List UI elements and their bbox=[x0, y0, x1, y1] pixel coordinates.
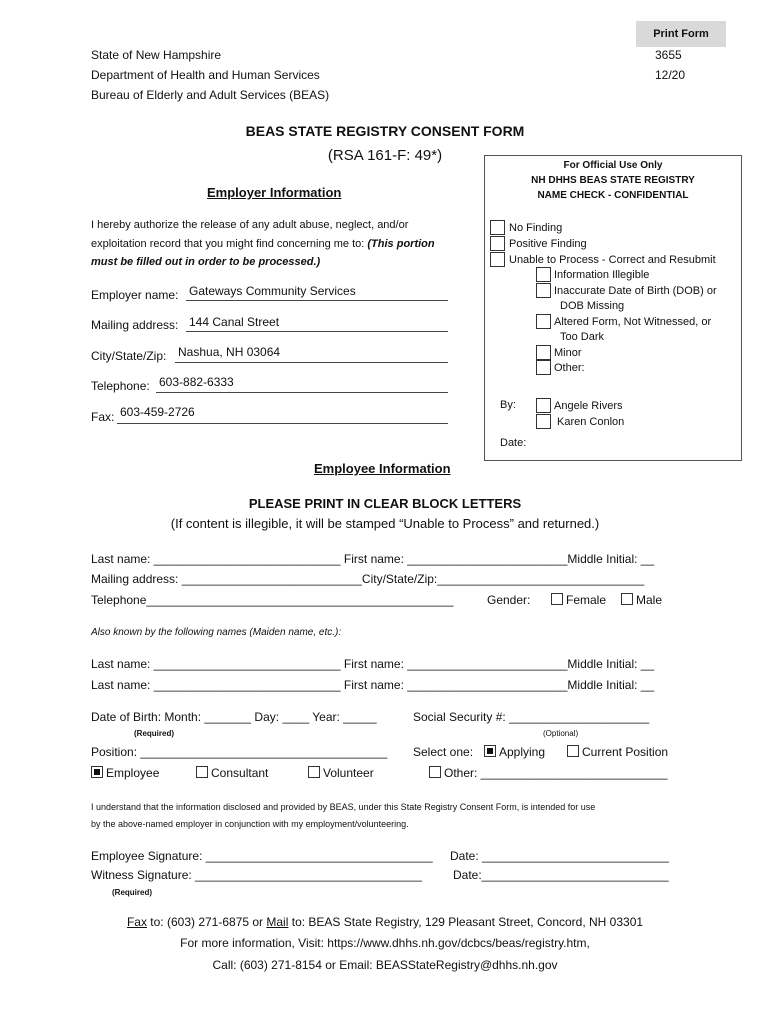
print-form-button[interactable]: Print Form bbox=[636, 21, 726, 47]
employer-name-field[interactable]: Gateways Community Services bbox=[189, 284, 356, 298]
male-checkbox[interactable] bbox=[621, 593, 633, 605]
gender-label: Gender: bbox=[487, 593, 531, 607]
employer-city-line bbox=[175, 362, 448, 363]
employee-name-row[interactable]: Last name: ____________________________ First name: ________________________Middle Initial: __ bbox=[91, 552, 655, 566]
aka-row-2[interactable]: Last name: ____________________________ First name: ________________________Middle Initial: __ bbox=[91, 678, 655, 692]
current-position-checkbox[interactable] bbox=[567, 745, 579, 757]
employer-heading: Employer Information bbox=[207, 185, 342, 200]
illegible-checkbox[interactable] bbox=[536, 267, 551, 282]
employer-phone-line bbox=[156, 392, 448, 393]
applying-label: Applying bbox=[499, 745, 546, 759]
employer-fax-line bbox=[117, 423, 448, 424]
agency-line-3: Bureau of Elderly and Adult Services (BEAS) bbox=[91, 88, 330, 102]
other-label: Other: ____________________________ bbox=[444, 766, 668, 780]
understand-text-1: I understand that the information disclosed and provided by BEAS, under this State Registry Consent Form, is intended for use bbox=[91, 802, 596, 812]
minor-label: Minor bbox=[554, 347, 582, 359]
reviewer2-checkbox[interactable] bbox=[536, 414, 551, 429]
official-line-2: NH DHHS BEAS STATE REGISTRY bbox=[531, 175, 695, 186]
unable-label: Unable to Process - Correct and Resubmit bbox=[509, 254, 716, 266]
no-finding-label: No Finding bbox=[509, 222, 563, 234]
altered-label-1: Altered Form, Not Witnessed, or bbox=[554, 316, 712, 328]
current-position-label: Current Position bbox=[582, 745, 669, 759]
other-checkbox[interactable] bbox=[429, 766, 441, 778]
other-official-checkbox[interactable] bbox=[536, 360, 551, 375]
agency-line-2: Department of Health and Human Services bbox=[91, 68, 320, 82]
mail-word: Mail bbox=[266, 915, 289, 929]
reviewer2-label: Karen Conlon bbox=[557, 416, 625, 428]
print-clear-note: PLEASE PRINT IN CLEAR BLOCK LETTERS bbox=[248, 496, 522, 511]
employer-fax-field[interactable]: 603-459-2726 bbox=[120, 405, 195, 419]
form-date: 12/20 bbox=[655, 68, 686, 82]
dob-label-2: DOB Missing bbox=[560, 300, 625, 312]
unable-checkbox[interactable] bbox=[490, 252, 505, 267]
mail-text: to: BEAS State Registry, 129 Pleasant Street, Concord, NH 03301 bbox=[288, 915, 644, 929]
understand-text-2: by the above-named employer in conjunction with my employment/volunteering. bbox=[91, 819, 409, 829]
auth-text-2-italic: (This portion bbox=[367, 238, 435, 250]
employer-address-field[interactable]: 144 Canal Street bbox=[189, 315, 280, 329]
form-subtitle: (RSA 161-F: 49*) bbox=[327, 147, 443, 164]
employee-option[interactable] bbox=[91, 766, 159, 780]
volunteer-option[interactable] bbox=[308, 766, 374, 780]
dob-checkbox[interactable] bbox=[536, 283, 551, 298]
employer-city-field[interactable]: Nashua, NH 03064 bbox=[178, 345, 281, 359]
male-option[interactable] bbox=[621, 593, 662, 607]
employee-date-field[interactable]: Date: ____________________________ bbox=[450, 849, 669, 863]
employer-address-line bbox=[186, 331, 448, 332]
employer-phone-field[interactable]: 603-882-6333 bbox=[159, 375, 234, 389]
auth-text-2 bbox=[91, 238, 435, 250]
other-option[interactable] bbox=[429, 766, 668, 780]
employee-phone-row[interactable]: Telephone______________________________________________ bbox=[91, 593, 454, 607]
female-checkbox[interactable] bbox=[551, 593, 563, 605]
altered-label-2: Too Dark bbox=[560, 331, 605, 343]
witness-required: (Required) bbox=[112, 888, 152, 897]
altered-checkbox[interactable] bbox=[536, 314, 551, 329]
consultant-label: Consultant bbox=[211, 766, 269, 780]
footer-info-line[interactable]: For more information, Visit: https://www.dhhs.nh.gov/dcbcs/beas/registry.htm, bbox=[180, 936, 590, 950]
other-official-label: Other: bbox=[554, 362, 585, 374]
minor-checkbox[interactable] bbox=[536, 345, 551, 360]
footer-fax-mail bbox=[0, 915, 770, 929]
consultant-option[interactable] bbox=[196, 766, 268, 780]
current-position-option[interactable] bbox=[567, 745, 668, 759]
male-label: Male bbox=[636, 593, 663, 607]
by-label: By: bbox=[500, 399, 516, 411]
auth-text-2-plain: exploitation record that you might find concerning me to: bbox=[91, 238, 365, 250]
positive-finding-checkbox[interactable] bbox=[490, 236, 505, 251]
volunteer-checkbox[interactable] bbox=[308, 766, 320, 778]
female-label: Female bbox=[566, 593, 607, 607]
official-line-1: For Official Use Only bbox=[563, 160, 663, 171]
witness-signature-field[interactable]: Witness Signature: __________________________________ bbox=[91, 868, 422, 882]
employer-address-label: Mailing address: bbox=[91, 318, 179, 332]
illegible-label: Information Illegible bbox=[554, 269, 650, 281]
form-number: 3655 bbox=[655, 48, 682, 62]
dob-label-1: Inaccurate Date of Birth (DOB) or bbox=[554, 285, 717, 297]
applying-option[interactable] bbox=[484, 745, 545, 759]
illegible-note: (If content is illegible, it will be stamped “Unable to Process” and returned.) bbox=[170, 516, 600, 531]
employer-city-label: City/State/Zip: bbox=[91, 349, 167, 363]
employer-name-line bbox=[186, 300, 448, 301]
form-title: BEAS STATE REGISTRY CONSENT FORM bbox=[245, 123, 525, 139]
position-row[interactable]: Position: _____________________________________ bbox=[91, 745, 388, 759]
witness-date-field[interactable]: Date:____________________________ bbox=[453, 868, 669, 882]
employee-checkbox[interactable] bbox=[91, 766, 103, 778]
ssn-optional: (Optional) bbox=[543, 729, 579, 738]
female-option[interactable] bbox=[551, 593, 606, 607]
auth-text-1: I hereby authorize the release of any adult abuse, neglect, and/or bbox=[91, 219, 409, 231]
select-one-label: Select one: bbox=[413, 745, 474, 759]
consultant-checkbox[interactable] bbox=[196, 766, 208, 778]
applying-checkbox[interactable] bbox=[484, 745, 496, 757]
aka-note: Also known by the following names (Maiden name, etc.): bbox=[91, 627, 342, 638]
agency-line-1: State of New Hampshire bbox=[91, 48, 222, 62]
positive-finding-label: Positive Finding bbox=[509, 238, 587, 250]
employee-address-row[interactable]: Mailing address: ___________________________City/State/Zip:_______________________________ bbox=[91, 572, 645, 586]
footer-call-line[interactable]: Call: (603) 271-8154 or Email: BEASStateRegistry@dhhs.nh.gov bbox=[212, 958, 558, 972]
ssn-row[interactable]: Social Security #: _____________________ bbox=[413, 710, 650, 724]
employee-signature-field[interactable]: Employee Signature: __________________________________ bbox=[91, 849, 433, 863]
dob-row[interactable]: Date of Birth: Month: _______ Day: ____ Year: _____ bbox=[91, 710, 377, 724]
employee-heading: Employee Information bbox=[314, 461, 451, 476]
employee-label: Employee bbox=[106, 766, 160, 780]
reviewer1-label: Angele Rivers bbox=[554, 400, 623, 412]
fax-word: Fax bbox=[126, 915, 147, 929]
auth-text-3: must be filled out in order to be processed.) bbox=[91, 256, 321, 268]
employer-name-label: Employer name: bbox=[91, 288, 179, 302]
fax-text: to: (603) 271-6875 or bbox=[146, 915, 267, 929]
reviewer1-checkbox[interactable] bbox=[536, 398, 551, 413]
official-date-label: Date: bbox=[500, 437, 527, 449]
no-finding-checkbox[interactable] bbox=[490, 220, 505, 235]
volunteer-label: Volunteer bbox=[323, 766, 374, 780]
dob-required: (Required) bbox=[134, 729, 174, 738]
official-line-3: NAME CHECK - CONFIDENTIAL bbox=[537, 190, 689, 201]
employer-phone-label: Telephone: bbox=[91, 379, 150, 393]
aka-row-1[interactable]: Last name: ____________________________ First name: ________________________Middle Initial: __ bbox=[91, 657, 655, 671]
employer-fax-label: Fax: bbox=[91, 410, 115, 424]
